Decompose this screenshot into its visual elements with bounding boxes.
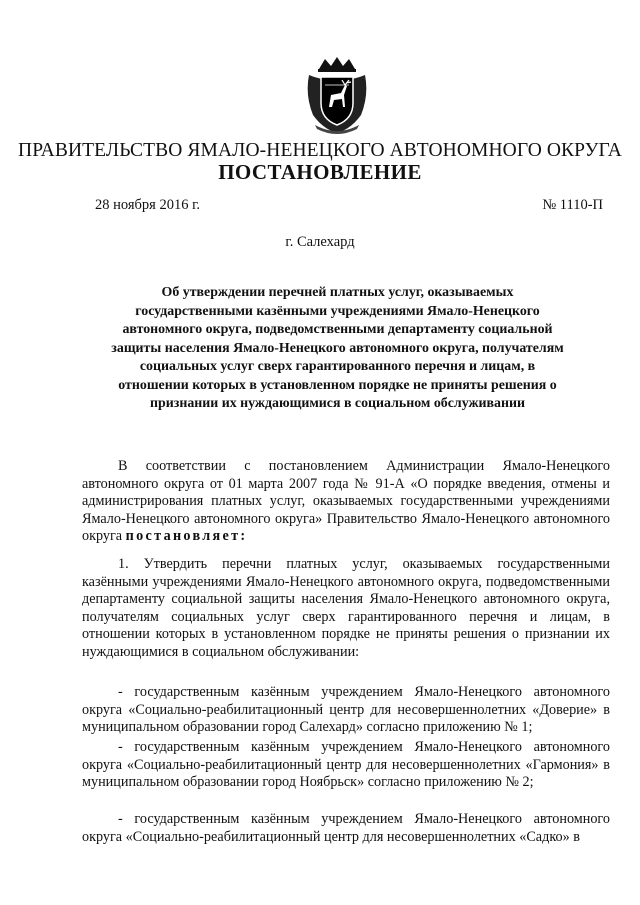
clause-1-subitem-3: - государственным казённым учреждением Ямало-Ненецкого автономного округа «Социально-реабилитационный центр для несовершеннолетних «Садко» в xyxy=(82,811,610,845)
document-title: Об утверждении перечней платных услуг, оказываемых государственными казёнными учреждениями Ямало-Ненецкого автономного округа, подведомственными департаменту социальной защиты населения Ямало-Ненецкого автономного округа, получателям социальных услуг сверх гарантированного перечня и лицам, в отношении которых в установленном порядке не приняты решения о признании их нуждающимися в социальном обслуживании xyxy=(111,285,564,411)
preamble-paragraph xyxy=(82,458,610,546)
clause-1-subitem-1: - государственным казённым учреждением Ямало-Ненецкого автономного округа «Социально-реабилитационный центр для несовершеннолетних «Доверие» в муниципальном образовании город Салехард» согласно приложению № 1; xyxy=(82,684,610,736)
document-number: № 1110-П xyxy=(542,197,603,213)
document-type: ПОСТАНОВЛЕНИЕ xyxy=(218,160,422,184)
document-date: 28 ноября 2016 г. xyxy=(95,197,201,213)
coat-of-arms-icon xyxy=(301,55,373,135)
preamble-text: В соответствии с постановлением Администрации Ямало-Ненецкого автономного округа от 01 марта 2007 года № 91-А «О порядке введения, отмены и администрирования платных услуг, оказываемых государственными учреждениями Ямало-Ненецкого автономного округа» Правительство Ямало-Ненецкого автономного округа xyxy=(82,458,610,545)
document-city: г. Салехард xyxy=(285,234,355,250)
government-name: ПРАВИТЕЛЬСТВО ЯМАЛО-НЕНЕЦКОГО АВТОНОМНОГО ОКРУГА xyxy=(18,140,622,161)
decree-word: постановляет: xyxy=(125,528,248,545)
clause-1-subitem-2: - государственным казённым учреждением Ямало-Ненецкого автономного округа «Социально-реабилитационный центр для несовершеннолетних «Гармония» в муниципальном образовании город Ноябрьск» согласно приложению № 2; xyxy=(82,739,610,791)
clause-1: 1. Утвердить перечни платных услуг, оказываемых государственными казёнными учреждениями Ямало-Ненецкого автономного округа, подведомственными департаменту социальной защиты населения Ямало-Ненецкого автономного округа, получателям социальных услуг сверх гарантированного перечня и лицам, в отношении которых в установленном порядке не приняты решения о признании их нуждающимися в социальном обслуживании: xyxy=(82,556,610,660)
